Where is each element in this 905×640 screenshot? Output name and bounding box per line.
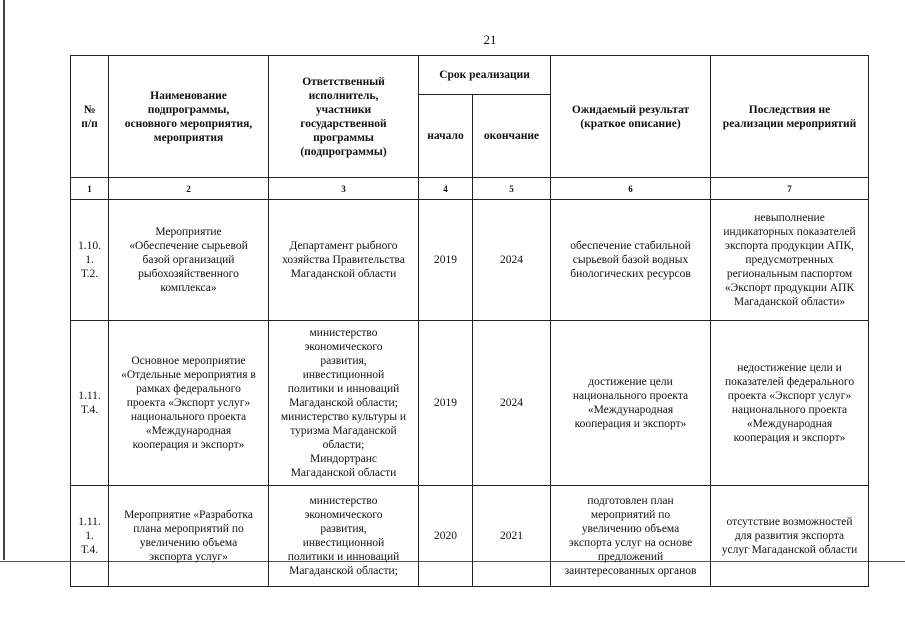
row-measure-name: Мероприятие «Обеспечение сырьевой базой организаций рыбохозяйственного комплекса» xyxy=(109,200,269,321)
column-number-row xyxy=(71,178,869,200)
row-end-year: 2021 xyxy=(473,486,551,587)
header-term: Срок реализации xyxy=(419,56,551,95)
header-consequence: Последствия не реализации мероприятий xyxy=(711,56,869,178)
column-number: 4 xyxy=(419,178,473,200)
column-number: 3 xyxy=(269,178,419,200)
header-term-end: окончание xyxy=(473,95,551,178)
row-measure-name: Основное мероприятие «Отдельные мероприятия в рамках федерального проекта «Экспорт услуг» национального проекта «Международная кооперация и экспорт» xyxy=(109,321,269,486)
row-start-year: 2019 xyxy=(419,321,473,486)
column-number: 1 xyxy=(71,178,109,200)
row-expected-result: подготовлен план мероприятий по увеличению объема экспорта услуг на основе предложений заинтересованных органов xyxy=(551,486,711,587)
row-expected-result: достижение цели национального проекта «Международная кооперация и экспорт» xyxy=(551,321,711,486)
program-measures-table xyxy=(70,55,869,587)
header-result: Ожидаемый результат (краткое описание) xyxy=(551,56,711,178)
row-start-year: 2019 xyxy=(419,200,473,321)
table-row xyxy=(71,321,869,486)
row-measure-name: Мероприятие «Разработка плана мероприятий по увеличению объема экспорта услуг» xyxy=(109,486,269,587)
header-name: Наименование подпрограммы, основного мероприятия, мероприятия xyxy=(109,56,269,178)
row-executor: Департамент рыбного хозяйства Правительства Магаданской области xyxy=(269,200,419,321)
row-number: 1.11. Т.4. xyxy=(71,321,109,486)
header-term-start: начало xyxy=(419,95,473,178)
row-start-year: 2020 xyxy=(419,486,473,587)
row-expected-result: обеспечение стабильной сырьевой базой водных биологических ресурсов xyxy=(551,200,711,321)
header-executor: Ответственный исполнитель, участники государственной программы (подпрограммы) xyxy=(269,56,419,178)
table-row xyxy=(71,200,869,321)
row-end-year: 2024 xyxy=(473,321,551,486)
row-end-year: 2024 xyxy=(473,200,551,321)
row-consequence: отсутствие возможностей для развития экспорта услуг Магаданской области xyxy=(711,486,869,587)
row-number: 1.11. 1. Т.4. xyxy=(71,486,109,587)
row-executor: министерство экономического развития, инвестиционной политики и инноваций Магаданской области; xyxy=(269,486,419,587)
column-number: 5 xyxy=(473,178,551,200)
header-number: № п/п xyxy=(71,56,109,178)
column-number: 7 xyxy=(711,178,869,200)
header-row xyxy=(71,56,869,95)
column-number: 6 xyxy=(551,178,711,200)
table-row xyxy=(71,486,869,587)
column-number: 2 xyxy=(109,178,269,200)
row-executor: министерство экономического развития, инвестиционной политики и инноваций Магаданской области; министерство культуры и туризма Магаданской области; Миндортранс Магаданской области xyxy=(269,321,419,486)
page-number: 21 xyxy=(483,32,497,47)
scan-left-edge xyxy=(3,0,5,560)
row-consequence: недостижение цели и показателей федерального проекта «Экспорт услуг» национального проекта «Международная кооперация и экспорт» xyxy=(711,321,869,486)
row-number: 1.10. 1. Т.2. xyxy=(71,200,109,321)
row-consequence: невыполнение индикаторных показателей экспорта продукции АПК, предусмотренных региональным паспортом «Экспорт продукции АПК Магаданской области» xyxy=(711,200,869,321)
